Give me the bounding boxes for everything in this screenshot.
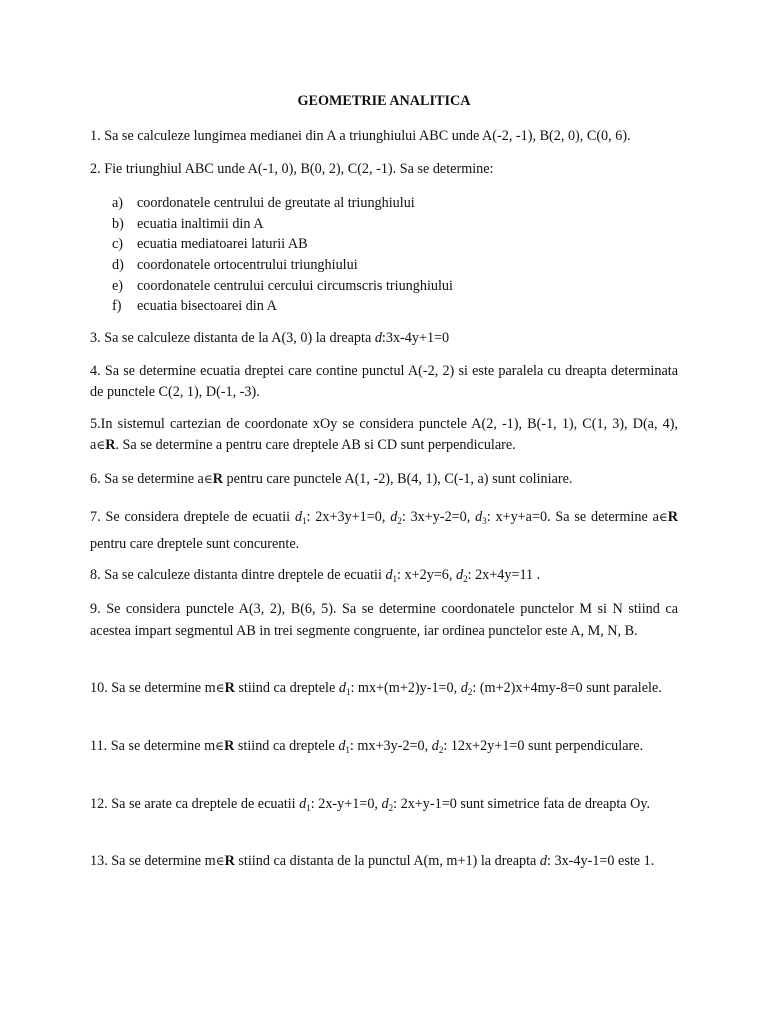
problem-9: 9. Se considera punctele A(3, 2), B(6, 5). Sa se determine coordonatele punctelor M si N stiind ca acestea impart segmentul AB in trei segmente congruente, iar ordinea punctelor este A, M, N, B. — [90, 601, 678, 639]
problem-13: 13. Sa se determine m∈R stiind ca distanta de la punctul A(m, m+1) la dreapta d: 3x-4y-1=0 este 1. — [90, 853, 655, 869]
problem-5: 5.In sistemul cartezian de coordonate xOy se considera punctele A(2, -1), B(-1, 1), C(1, 3), D(a, 4), a∈R. Sa se determine a pentru care dreptele AB si CD sunt perpendiculare. — [90, 416, 678, 453]
list-item: e) coordonatele centrului cercului circumscris triunghiului — [112, 277, 453, 294]
list-item: c) ecuatia mediatoarei laturii AB — [112, 236, 308, 253]
problem-3: 3. Sa se calculeze distanta de la A(3, 0) la dreapta d:3x-4y+1=0 — [90, 330, 450, 346]
problem-1: 1. Sa se calculeze lungimea medianei din A a triunghiului ABC unde A(-2, -1), B(2, 0), C(0, 6). — [90, 128, 631, 144]
list-item: f) ecuatia bisectoarei din A — [112, 298, 277, 315]
problem-4: 4. Sa se determine ecuatia dreptei care contine punctul A(-2, 2) si este paralela cu dreapta determinata de punctele C(2, 1), D(-1, -3). — [90, 363, 678, 400]
problem-6: 6. Sa se determine a∈R pentru care punctele A(1, -2), B(4, 1), C(-1, a) sunt coliniare. — [90, 471, 573, 487]
problem-8: 8. Sa se calculeze distanta dintre dreptele de ecuatii $d_1$: x+2y=6, $d_2$: 2x+4y=11 . — [90, 567, 541, 584]
problem-10: 10. Sa se determine m∈R stiind ca dreptele $d_1$: mx+(m+2)y-1=0, $d_2$: (m+2)x+4my-8=0 sunt paralele. — [90, 680, 662, 697]
page-title: GEOMETRIE ANALITICA — [297, 93, 471, 109]
list-item: a) coordonatele centrului de greutate al triunghiului — [112, 195, 415, 211]
list-item: b) ecuatia inaltimii din A — [112, 215, 264, 232]
problem-12: 12. Sa se arate ca dreptele de ecuatii $d_1$: 2x-y+1=0, $d_2$: 2x+y-1=0 sunt simetrice fata de dreapta Oy. — [90, 796, 651, 813]
problem-7: 7. Se considera dreptele de ecuatii $d_1$: 2x+3y+1=0, $d_2$: 3x+y-2=0, $d_3$: x+y+a=0. Sa se determine a∈R pentru care dreptele sunt concurente. — [90, 509, 679, 552]
problem-2-list — [112, 193, 672, 317]
problem-11: 11. Sa se determine m∈R stiind ca dreptele $d_1$: mx+3y-2=0, $d_2$: 12x+2y+1=0 sunt perpendiculare. — [90, 738, 644, 755]
problem-2: 2. Fie triunghiul ABC unde A(-1, 0), B(0, 2), C(2, -1). Sa se determine: — [90, 161, 494, 177]
list-item: d) coordonatele ortocentrului triunghiului — [112, 257, 358, 274]
